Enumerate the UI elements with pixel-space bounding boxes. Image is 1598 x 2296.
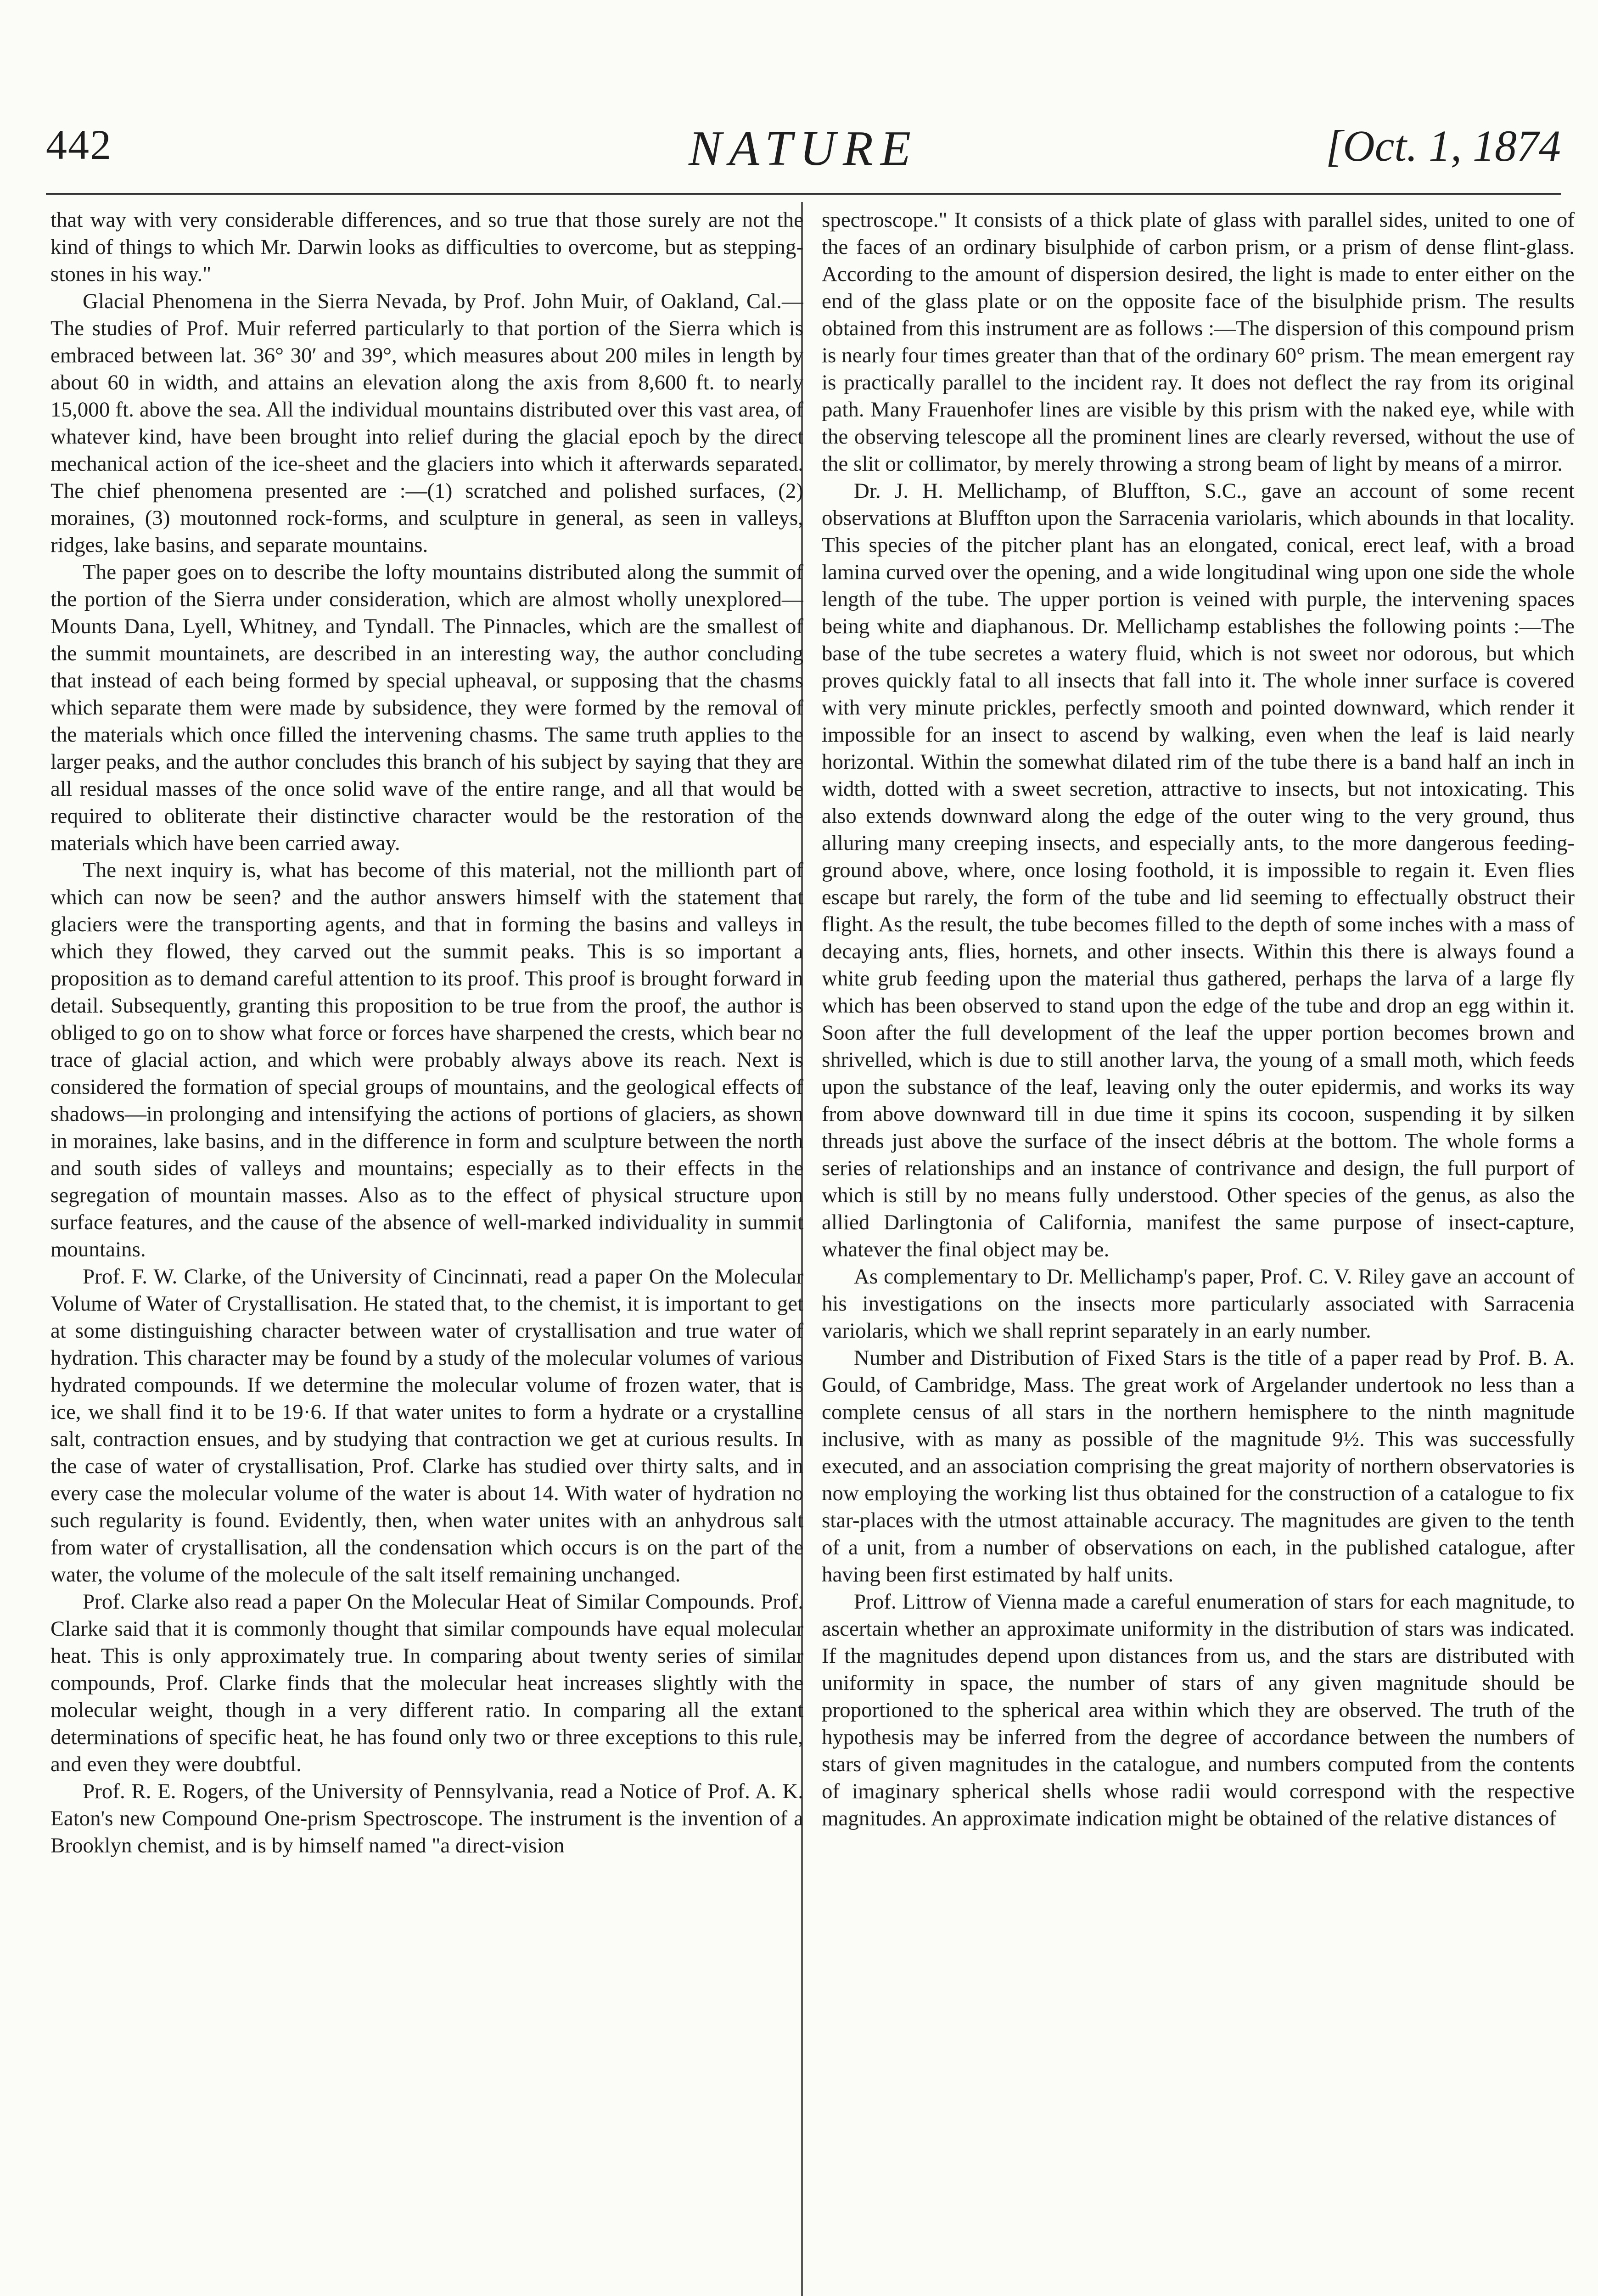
paragraph: The paper goes on to describe the lofty mountains distributed along the summit of the portion of the Sierra under consideration, which are almost wholly unexplored—Mounts Dana, Lyell, Whitney, and Tyndall. The Pinnacles, which are the smallest of the summit mountainets, are described in an interesting way, the author concluding that instead of each being formed by special upheaval, or supposing that the chasms which separate them were made by subsidence, they were formed by the removal of the materials which once filled the intervening chasms. The same truth applies to the larger peaks, and the author concludes this branch of his subject by saying that they are all residual masses of the once solid wave of the entire range, and all that would be required to obliterate their distinctive character would be the restoration of the materials which have been carried away. <box>50 560 803 855</box>
left-column <box>50 207 803 2296</box>
issue-date: [Oct. 1, 1874 <box>1326 121 1561 170</box>
paragraph: Prof. F. W. Clarke, of the University of Cincinnati, read a paper On the Molecular Volume of Water of Crystallisation. He stated that, to the chemist, it is important to get at some distinguishing character between water of crystallisation and true water of hydration. This character may be found by a study of the molecular volumes of various hydrated compounds. If we determine the molecular volume of frozen water, that is ice, we shall find it to be 19·6. If that water unites to form a hydrate or a crystalline salt, contraction ensues, and by studying that contraction we get at curious results. In the case of water of crystallisation, Prof. Clarke has studied over thirty salts, and in every case the molecular volume of the water is about 14. With water of hydration no such regularity is found. Evidently, then, when water unites with an anhydrous salt from water of crystallisation, all the condensation which occurs is on the part of the water, the volume of the molecule of the salt itself remaining unchanged. <box>50 1265 803 1587</box>
header-rule <box>46 193 1561 195</box>
paragraph: Number and Distribution of Fixed Stars is the title of a paper read by Prof. B. A. Gould, of Cambridge, Mass. The great work of Argelander undertook no less than a complete census of all stars in the northern hemisphere to the ninth magnitude inclusive, with as many as possible of the magnitude 9½. This was successfully executed, and an association comprising the great majority of northern observatories is now employing the working list thus obtained for the construction of a catalogue to fix star-places with the utmost attainable accuracy. The magnitudes are given to the tenth of a unit, from a number of observations on each, in the published catalogue, after having been first estimated by half units. <box>822 1346 1575 1587</box>
paragraph: spectroscope." It consists of a thick plate of glass with parallel sides, united to one of the faces of an ordinary bisulphide of carbon prism, or a prism of dense flint-glass. According to the amount of dispersion desired, the light is made to enter either on the end of the glass plate or on the opposite face of the bisulphide prism. The results obtained from this instrument are as follows :—The dispersion of this compound prism is nearly four times greater than that of the ordinary 60° prism. The mean emergent ray is practically parallel to the incident ray. It does not deflect the ray from its original path. Many Frauenhofer lines are visible by this prism with the naked eye, while with the observing telescope all the prominent lines are clearly reversed, without the use of the slit or collimator, by merely throwing a strong beam of light by means of a mirror. <box>822 208 1575 476</box>
paragraph: Dr. J. H. Mellichamp, of Bluffton, S.C., gave an account of some recent observations at Bluffton upon the Sarracenia variolaris, which abounds in that locality. This species of the pitcher plant has an elongated, conical, erect leaf, with a broad lamina curved over the opening, and a wide longitudinal wing upon one side the whole length of the tube. The upper portion is veined with purple, the intervening spaces being white and diaphanous. Dr. Mellichamp establishes the following points :—The base of the tube secretes a watery fluid, which is not sweet nor odorous, but which proves quickly fatal to all insects that fall into it. The whole inner surface is covered with very minute prickles, perfectly smooth and pointed downward, which render it impossible for an insect to ascend by walking, even when the leaf is laid nearly horizontal. Within the somewhat dilated rim of the tube there is a band half an inch in width, dotted with a sweet secretion, attractive to insects, but not intoxicating. This also extends downward along the edge of the outer wing to the very ground, thus alluring many creeping insects, and especially ants, to the more dangerous feeding-ground above, where, once losing foothold, it is impossible to regain it. Even flies escape but rarely, the form of the tube and lid seeming to effectually obstruct their flight. As the result, the tube becomes filled to the depth of some inches with a mass of decaying ants, flies, hornets, and other insects. Within this there is always found a white grub feeding upon the material thus gathered, perhaps the larva of a large fly which has been observed to stand upon the edge of the tube and drop an egg within it. Soon after the full development of the leaf the upper portion becomes brown and shrivelled, which is due to still another larva, the young of a small moth, which feeds upon the substance of the leaf, leaving only the outer epidermis, and works its way from above downward till in due time it spins its cocoon, suspending it by silken threads just above the surface of the insect débris at the bottom. The whole forms a series of relationships and an instance of contrivance and design, the full purport of which is still by no means fully understood. Other species of the genus, as also the allied Darlingtonia of California, manifest the same purpose of insect-capture, whatever the final object may be. <box>822 479 1575 1261</box>
paragraph: The next inquiry is, what has become of this material, not the millionth part of which can now be seen? and the author answers himself with the statement that glaciers were the transporting agents, and that in forming the basins and valleys in which they flowed, they carved out the summit peaks. This is so important a proposition as to demand careful attention to its proof. This proof is brought forward in detail. Subsequently, granting this proposition to be true from the proof, the author is obliged to go on to show what force or forces have sharpened the crests, which bear no trace of glacial action, and which were probably always above its reach. Next is considered the formation of special groups of mountains, and the geological effects of shadows—in prolonging and intensifying the actions of portions of glaciers, as shown in moraines, lake basins, and in the difference in form and sculpture between the north and south sides of valleys and mountains; especially as to their effects in the segregation of mountain masses. Also as to the effect of physical structure upon surface features, and the cause of the absence of well-marked individuality in summit mountains. <box>50 858 803 1261</box>
paragraph: that way with very considerable differences, and so true that those surely are not the kind of things to which Mr. Darwin looks as difficulties to overcome, but as stepping-stones in his way." <box>50 208 803 286</box>
paragraph: As complementary to Dr. Mellichamp's paper, Prof. C. V. Riley gave an account of his investigations on the insects more particularly associated with Sarracenia variolaris, which we shall reprint separately in an early number. <box>822 1265 1575 1343</box>
running-title: NATURE <box>689 121 918 176</box>
right-column <box>822 207 1575 2296</box>
paragraph: Glacial Phenomena in the Sierra Nevada, by Prof. John Muir, of Oakland, Cal.—The studies of Prof. Muir referred particularly to that portion of the Sierra which is embraced between lat. 36° 30′ and 39°, which measures about 200 miles in length by about 60 in width, and attains an elevation along the axis from 8,600 ft. to nearly 15,000 ft. above the sea. All the individual mountains distributed over this vast area, of whatever kind, have been brought into relief during the glacial epoch by the direct mechanical action of the ice-sheet and the glaciers into which it afterwards separated. The chief phenomena presented are :—(1) scratched and polished surfaces, (2) moraines, (3) moutonned rock-forms, and sculpture in general, as seen in valleys, ridges, lake basins, and separate mountains. <box>50 289 803 557</box>
page-number: 442 <box>46 121 112 168</box>
paragraph: Prof. Clarke also read a paper On the Molecular Heat of Similar Compounds. Prof. Clarke said that it is commonly thought that similar compounds have equal molecular heat. This is only approximately true. In comparing about twenty series of similar compounds, Prof. Clarke finds that the molecular heat increases slightly with the molecular weight, though in a very different ratio. In comparing all the extant determinations of specific heat, he has found only two or three exceptions to this rule, and even they were doubtful. <box>50 1590 803 1776</box>
page-header <box>46 120 1561 189</box>
paragraph: Prof. Littrow of Vienna made a careful enumeration of stars for each magnitude, to ascertain whether an approximate uniformity in the distribution of stars was indicated. If the magnitudes depend upon distances from us, and the stars are distributed with uniformity in space, the number of stars of any given magnitude should be proportioned to the spherical area within which they are observed. The truth of the hypothesis may be inferred from the degree of accordance between the numbers of stars of given magnitudes in the catalogue, and numbers computed from the contents of imaginary spherical shells whose radii would correspond with the respective magnitudes. An approximate indication might be obtained of the relative distances of <box>822 1590 1575 1830</box>
paragraph: Prof. R. E. Rogers, of the University of Pennsylvania, read a Notice of Prof. A. K. Eaton's new Compound One-prism Spectroscope. The instrument is the invention of a Brooklyn chemist, and is by himself named "a direct-vision <box>50 1779 803 1857</box>
